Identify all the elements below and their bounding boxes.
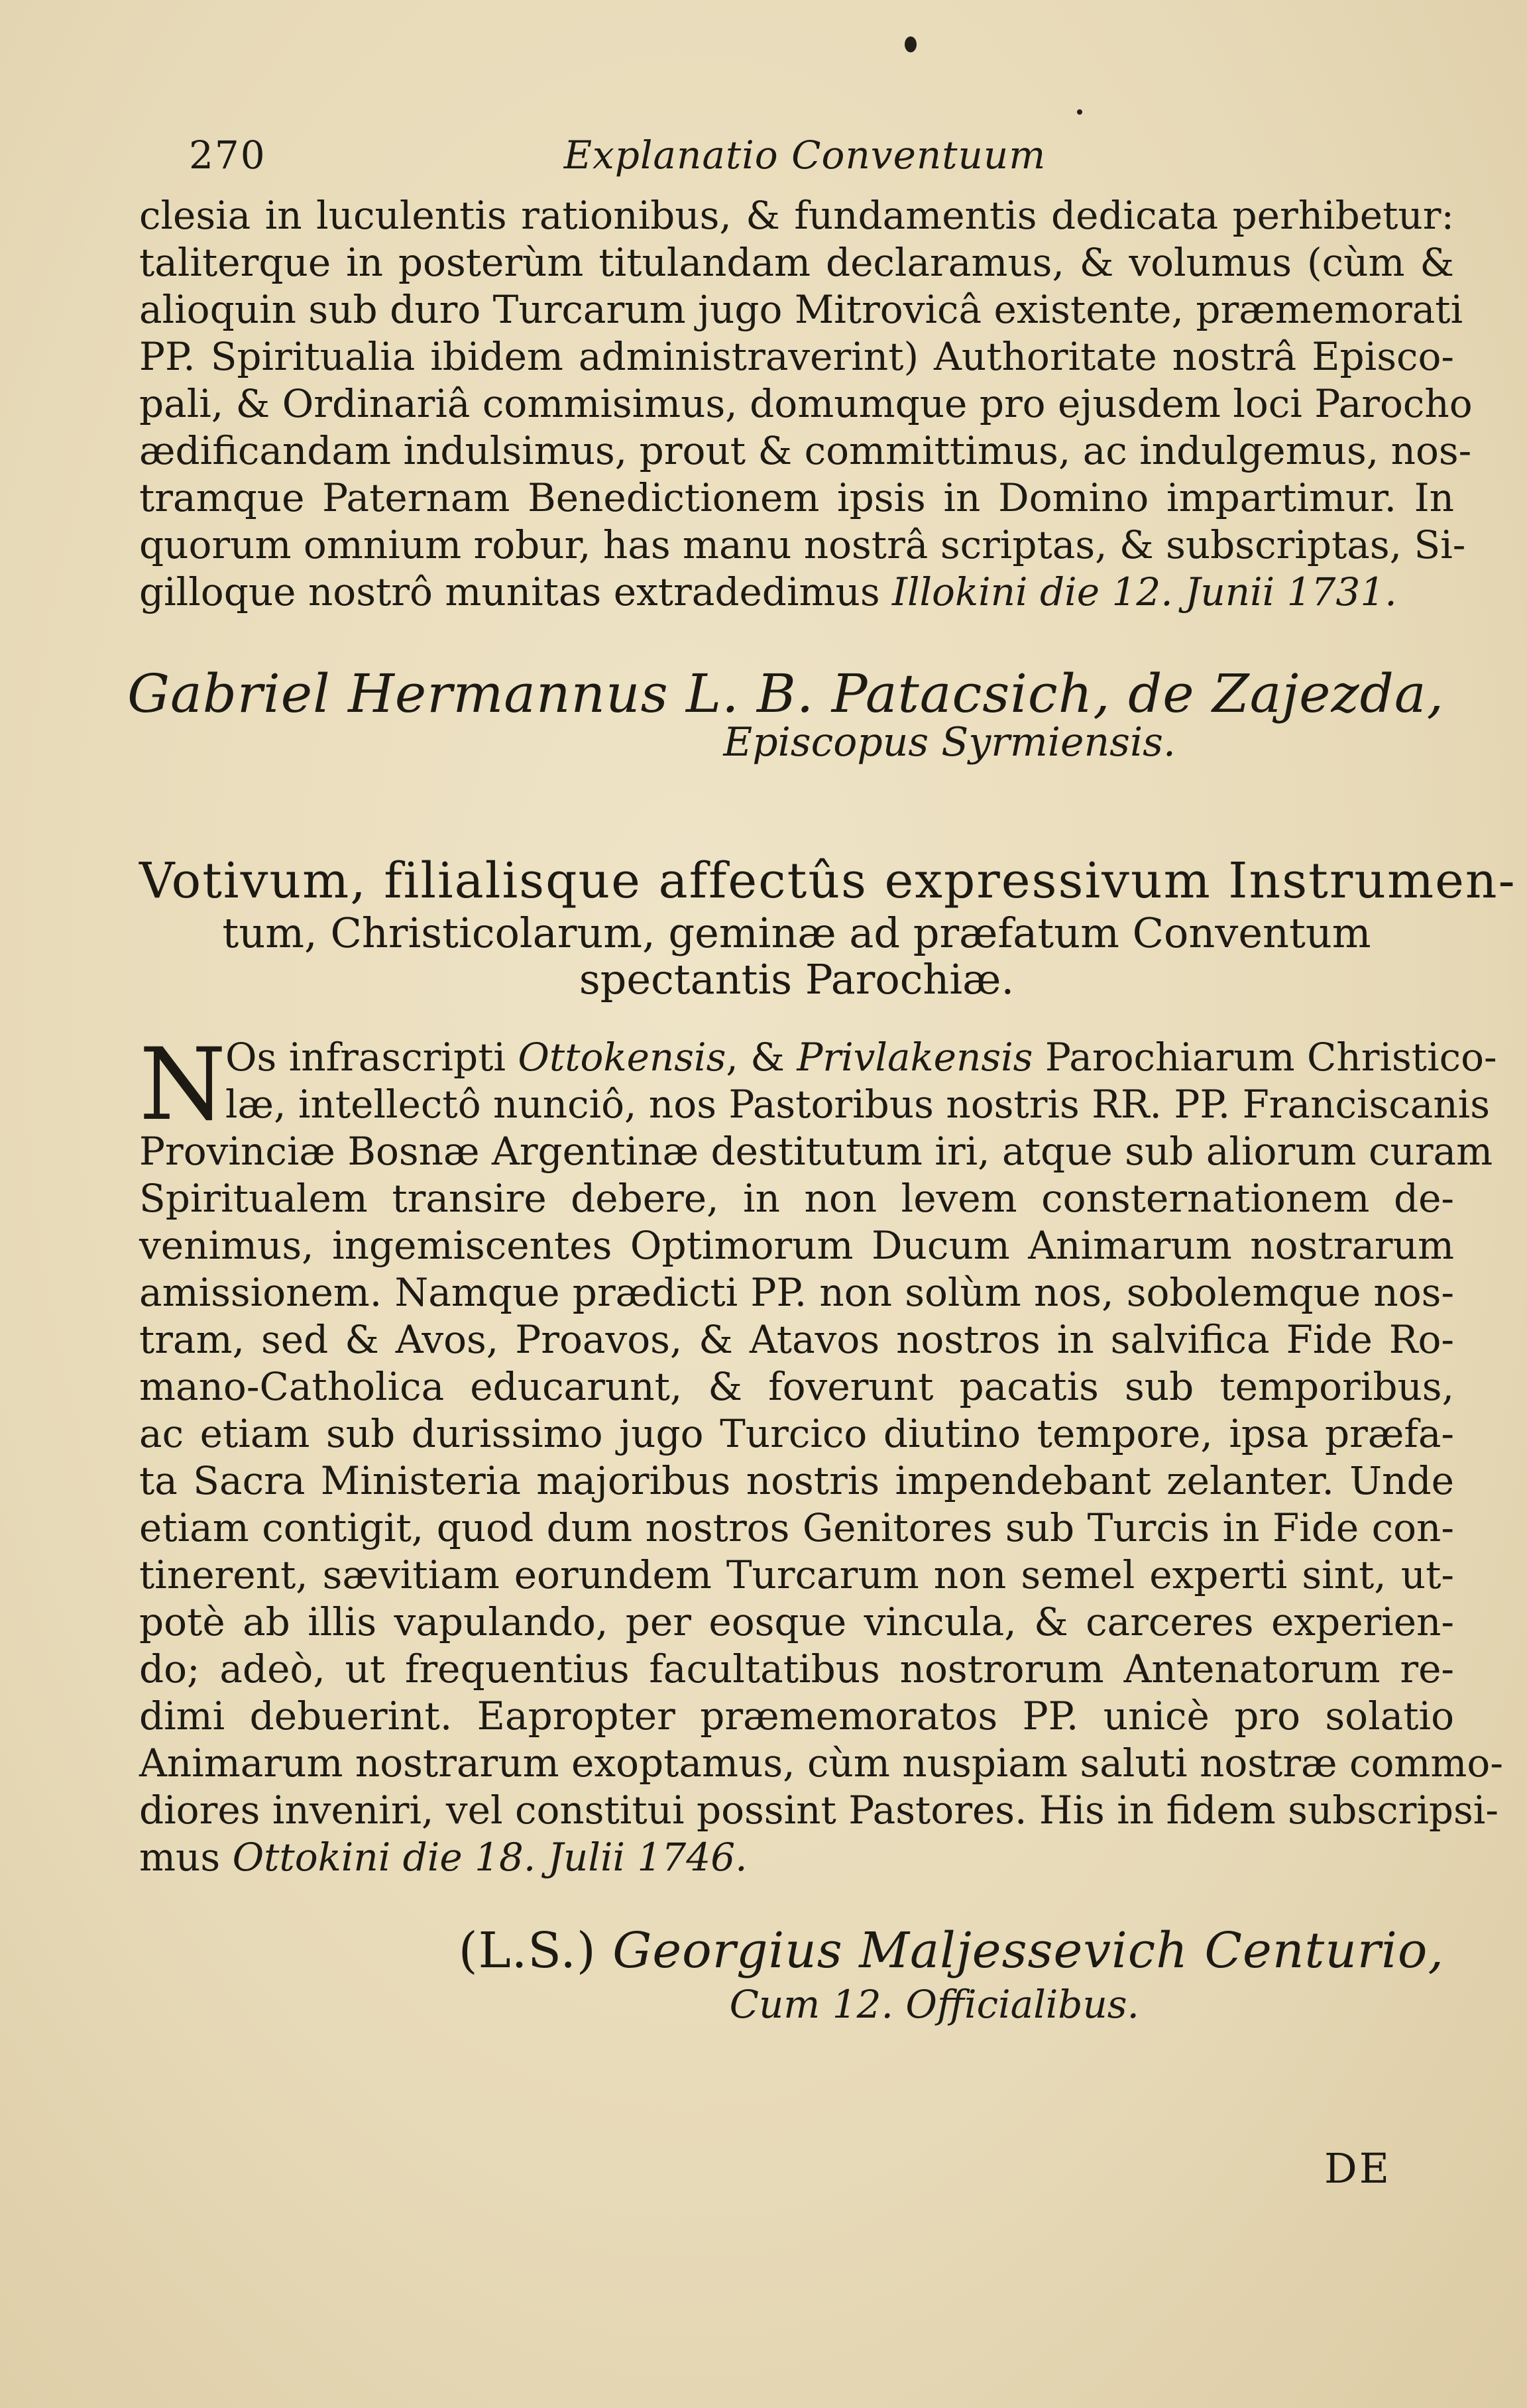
text-line: dimi debuerint. Eapropter præmemoratos PP. unicè pro solatio bbox=[139, 1693, 1454, 1739]
paragraph-2 bbox=[139, 1027, 1503, 1881]
closing-text: gilloque nostrô munitas extradedimus bbox=[139, 569, 880, 614]
heading-line-1: Votivum, filialisque affectûs expressivum Instrumen- bbox=[139, 852, 1516, 909]
text-line: quorum omnium robur, has manu nostrâ scriptas, & subscriptas, Si- bbox=[139, 522, 1466, 567]
text-line: mano-Catholica educarunt, & foverunt pacatis sub temporibus, bbox=[139, 1364, 1454, 1409]
text-line: amissionem. Namque prædicti PP. non solùm nos, sobolemque nos- bbox=[139, 1270, 1454, 1315]
ink-spot bbox=[1077, 109, 1082, 115]
text-fragment: Os infrascripti bbox=[225, 1035, 506, 1080]
text-line: tinerent, sævitiam eorundem Turcarum non semel experti sint, ut- bbox=[139, 1552, 1454, 1597]
date-place: Ottokini die 18. Julii 1746. bbox=[232, 1835, 748, 1880]
text-line: potè ab illis vapulando, per eosque vincula, & carceres experien- bbox=[139, 1599, 1454, 1644]
heading-line-2: tum, Christicolarum, geminæ ad præfatum Conventum bbox=[222, 909, 1371, 957]
drop-capital: N bbox=[139, 1027, 227, 1143]
text-line: taliterque in posterùm titulandam declaramus, & volumus (cùm & bbox=[139, 240, 1454, 285]
text-line-last bbox=[139, 1834, 1454, 1881]
signature-bishop-title: Episcopus Syrmiensis. bbox=[723, 719, 1176, 766]
text-line: ædificandam indulsimus, prout & committimus, ac indulgemus, nos- bbox=[139, 428, 1472, 473]
text-line: etiam contigit, quod dum nostros Genitores sub Turcis in Fide con- bbox=[139, 1505, 1454, 1550]
text-line: læ, intellectô nunciô, nos Pastoribus nostris RR. PP. Franciscanis bbox=[225, 1082, 1490, 1127]
text-line: clesia in luculentis rationibus, & fundamentis dedicata perhibetur: bbox=[139, 193, 1454, 238]
text-line: Spiritualem transire debere, in non levem consternationem de- bbox=[139, 1176, 1454, 1221]
running-head: Explanatio Conventuum bbox=[563, 133, 1046, 178]
text-line: Animarum nostrarum exoptamus, cùm nuspiam saluti nostræ commo- bbox=[139, 1741, 1503, 1786]
text-line: ta Sacra Ministeria majoribus nostris impendebant zelanter. Unde bbox=[139, 1458, 1454, 1503]
signature-name: Georgius Maljessevich Centurio, bbox=[612, 1922, 1444, 1979]
text-line: do; adeò, ut frequentius facultatibus nostrorum Antenatorum re- bbox=[139, 1646, 1454, 1691]
text-line-first bbox=[139, 1034, 1497, 1081]
signature-centurion-title: Cum 12. Officialibus. bbox=[729, 1982, 1139, 2027]
page-number: 270 bbox=[189, 133, 266, 178]
text-fragment: , & bbox=[726, 1035, 785, 1080]
text-line: tramque Paternam Benedictionem ipsis in Domino impartimur. In bbox=[139, 475, 1454, 520]
page-header bbox=[189, 133, 1421, 192]
signature-centurion bbox=[459, 1922, 1444, 1979]
printer-ornament bbox=[905, 36, 917, 52]
text-line: diores inveniri, vel constitui possint Pastores. His in fidem subscripsi- bbox=[139, 1788, 1499, 1833]
catchword: DE bbox=[1324, 2144, 1391, 2193]
text-line: pali, & Ordinariâ commisimus, domumque pro ejusdem loci Parocho bbox=[139, 381, 1473, 426]
date-place: Illokini die 12. Junii 1731. bbox=[892, 569, 1397, 614]
text-line: alioquin sub duro Turcarum jugo Mitrovicâ existente, præmemorati bbox=[139, 287, 1463, 332]
text-line: Provinciæ Bosnæ Argentinæ destitutum iri, atque sub aliorum curam bbox=[139, 1129, 1493, 1174]
text-line: venimus, ingemiscentes Optimorum Ducum Animarum nostrarum bbox=[139, 1223, 1454, 1268]
section-heading bbox=[139, 852, 1516, 1003]
text-line: tram, sed & Avos, Proavos, & Atavos nostros in salvifica Fide Ro- bbox=[139, 1317, 1454, 1362]
closing-text: mus bbox=[139, 1835, 221, 1880]
text-line: ac etiam sub durissimo jugo Turcico diutino tempore, ipsa præfa- bbox=[139, 1411, 1454, 1456]
seal-mark: (L.S.) bbox=[458, 1922, 596, 1979]
heading-line-3: spectantis Parochiæ. bbox=[579, 955, 1015, 1003]
text-line-last bbox=[139, 569, 1454, 616]
text-line: PP. Spiritualia ibidem administraverint) Authoritate nostrâ Episco- bbox=[139, 334, 1454, 379]
parish-name: Ottokensis bbox=[518, 1035, 726, 1080]
text-fragment: Parochiarum Christico- bbox=[1045, 1035, 1497, 1080]
signature-bishop: Gabriel Hermannus L. B. Patacsich, de Zajezda, bbox=[127, 663, 1444, 724]
parish-name: Privlakensis bbox=[797, 1035, 1033, 1080]
paragraph-1 bbox=[139, 192, 1473, 616]
